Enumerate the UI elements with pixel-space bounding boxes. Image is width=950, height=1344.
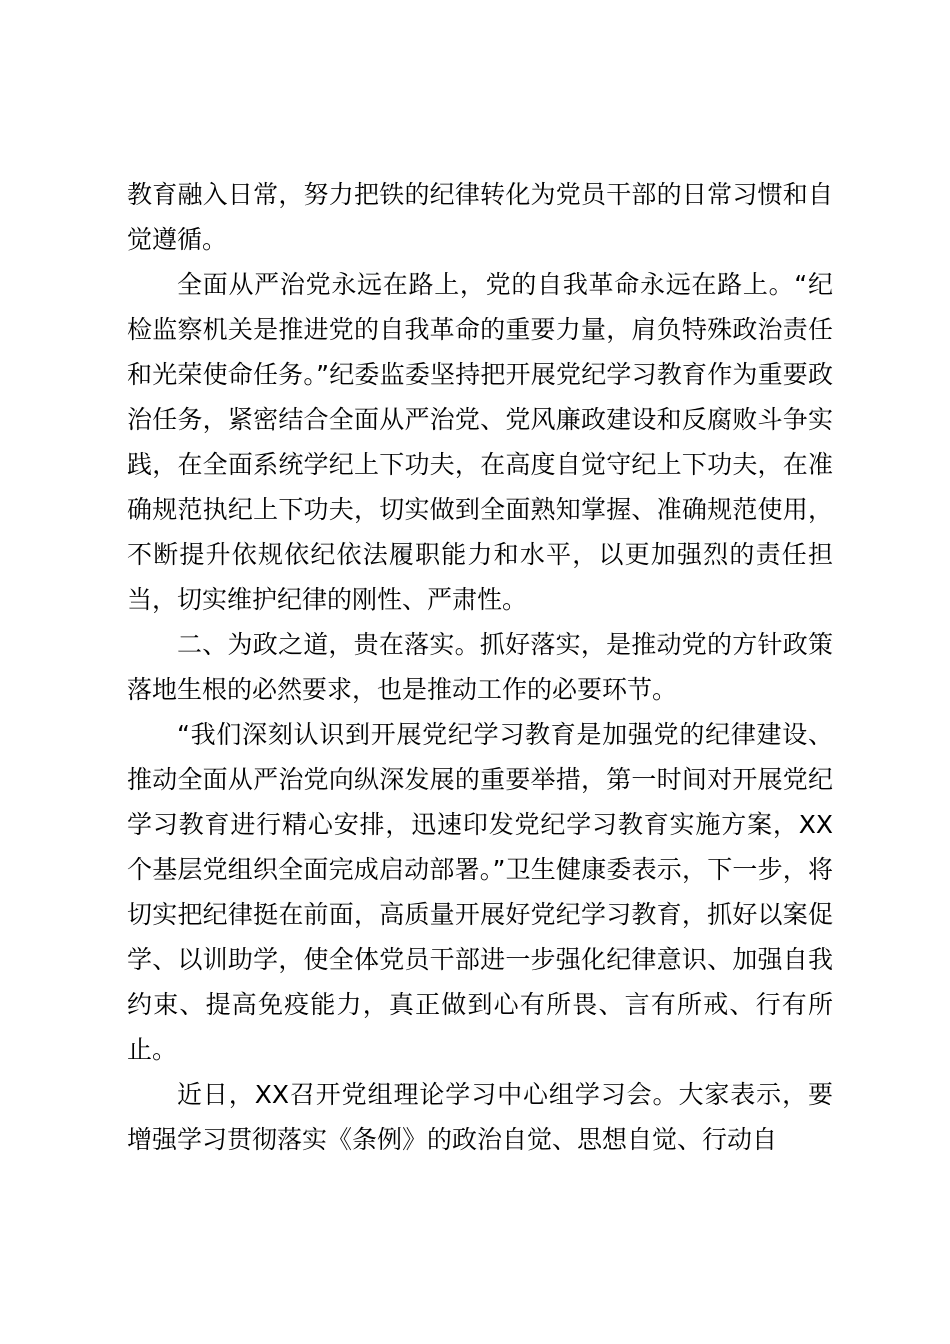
- paragraph-1: 教育融入日常，努力把铁的纪律转化为党员干部的日常习惯和自觉遵循。: [127, 180, 833, 254]
- paragraph-5: 近日，XX召开党组理论学习中心组学习会。大家表示，要增强学习贯彻落实《条例》的政治自觉、思想自觉、行动自: [127, 1080, 833, 1154]
- document-body: [127, 172, 833, 1162]
- paragraph-4: “我们深刻认识到开展党纪学习教育是加强党的纪律建设、推动全面从严治党向纵深发展的重要举措，第一时间对开展党纪学习教育进行精心安排，迅速印发党纪学习教育实施方案，XX个基层党组织全面完成启动部署。”卫生健康委表示，下一步，将切实把纪律挺在前面，高质量开展好党纪学习教育，抓好以案促学、以训助学，使全体党员干部进一步强化纪律意识、加强自我约束、提高免疫能力，真正做到心有所畏、言有所戒、行有所止。: [127, 720, 833, 1064]
- paragraph-2: 全面从严治党永远在路上，党的自我革命永远在路上。“纪检监察机关是推进党的自我革命的重要力量，肩负特殊政治责任和光荣使命任务。”纪委监委坚持把开展党纪学习教育作为重要政治任务，紧密结合全面从严治党、党风廉政建设和反腐败斗争实践，在全面系统学纪上下功夫，在高度自觉守纪上下功夫，在准确规范执纪上下功夫，切实做到全面熟知掌握、准确规范使用，不断提升依规依纪依法履职能力和水平，以更加强烈的责任担当，切实维护纪律的刚性、严肃性。: [127, 270, 833, 614]
- paragraph-3: 二、为政之道，贵在落实。抓好落实，是推动党的方针政策落地生根的必然要求，也是推动工作的必要环节。: [127, 630, 833, 704]
